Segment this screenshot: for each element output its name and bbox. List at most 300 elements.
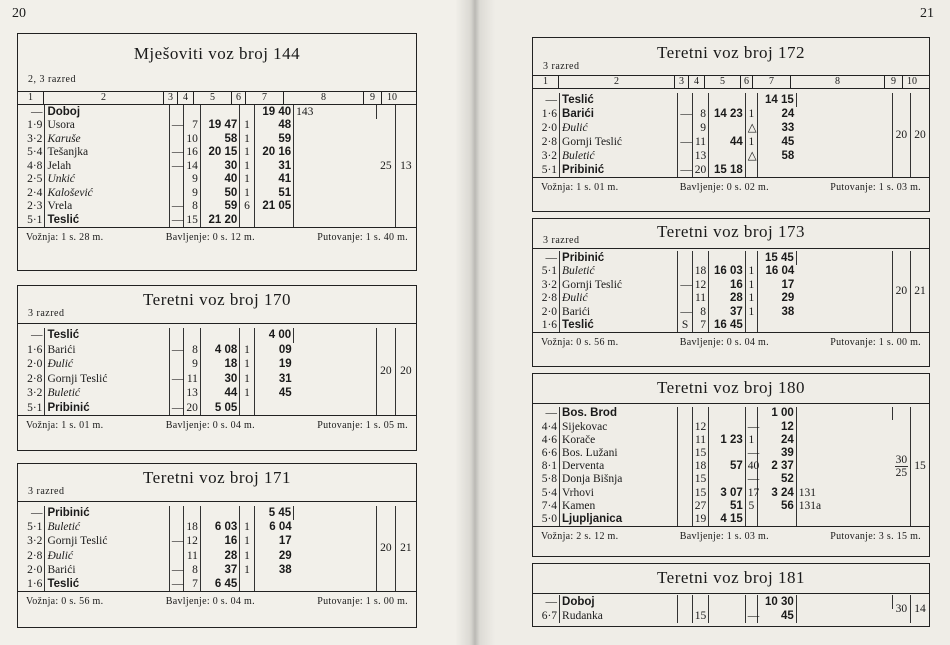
col3-cell <box>169 105 184 119</box>
km-cell: — <box>533 595 560 609</box>
timetable-header <box>533 564 929 594</box>
col10-cell: 20 <box>914 128 926 141</box>
col3-cell: — <box>169 213 184 227</box>
arrival-cell: 16 <box>709 278 746 292</box>
stop-minutes-cell: 1 <box>745 135 757 149</box>
timetable-body <box>533 89 929 177</box>
stop-minutes-cell: 1 <box>240 357 255 372</box>
travel-time: Putovanje: 1 s. 00 m. <box>317 596 408 608</box>
station-name: Kalošević <box>45 186 169 200</box>
stop-minutes-cell: — <box>745 447 757 460</box>
km-cell: — <box>18 328 45 343</box>
remarks-cell <box>796 513 892 526</box>
station-name: Sijekovac <box>560 420 678 433</box>
stopping-time: Bavljenje: 0 s. 04 m. <box>165 596 255 608</box>
timetable-footer <box>18 591 416 611</box>
remarks-cell <box>294 328 377 415</box>
km-cell: 3·2 <box>18 386 45 401</box>
station-name: Teslić <box>45 577 169 591</box>
station-name: Teslić <box>45 213 169 227</box>
station-name: Doboj <box>45 105 169 119</box>
remarks-cell <box>294 159 377 173</box>
remarks-cell <box>294 132 377 146</box>
run-minutes-cell: 11 <box>692 135 708 149</box>
timetable-181 <box>532 563 930 627</box>
run-minutes-cell: 9 <box>184 186 201 200</box>
timetable-footer <box>18 227 416 247</box>
remarks-cell <box>796 251 892 332</box>
column-number-row <box>18 92 416 105</box>
run-minutes-cell: 9 <box>692 121 708 135</box>
departure-cell: 52 <box>758 473 797 486</box>
run-minutes-cell: 11 <box>692 292 708 306</box>
departure-cell: 19 40 <box>254 105 293 119</box>
remarks-cell: 143 <box>294 105 377 119</box>
col9-cell: 20 <box>892 93 910 177</box>
column-number: 1 <box>18 92 44 104</box>
km-cell: 2·8 <box>533 292 560 306</box>
arrival-cell <box>709 420 746 433</box>
arrival-cell <box>200 105 239 119</box>
col3-cell <box>169 186 184 200</box>
departure-cell: 45 <box>278 387 292 400</box>
remarks-cell <box>294 119 377 133</box>
travel-time: Putovanje: 1 s. 05 m. <box>317 420 408 431</box>
station-row <box>533 513 929 526</box>
column-number-row <box>533 76 929 89</box>
class-label: 3 razred <box>28 486 65 497</box>
run-minutes-cell: 18 <box>184 520 201 534</box>
col3-cell <box>678 265 692 279</box>
col9-upper: 30 <box>895 453 908 466</box>
km-cell: 5·1 <box>533 265 560 279</box>
travel-time: Putovanje: 3 s. 15 m. <box>830 530 921 542</box>
departure-cell: 48 <box>254 119 293 133</box>
km-cell: 1·6 <box>18 343 45 358</box>
remarks-cell <box>796 447 892 460</box>
col9-cell: 25 <box>377 105 396 227</box>
departure-cell: 56 <box>758 499 797 512</box>
col3-cell: — <box>678 163 692 177</box>
arrival-cell: 4 15 <box>709 513 746 526</box>
timetable-title: Mješoviti voz broj 144 <box>133 44 301 63</box>
travel-time: Putovanje: 1 s. 00 m. <box>830 337 921 348</box>
timetable-footer <box>18 415 416 435</box>
km-cell: 2·4 <box>18 186 45 200</box>
travel-time: Putovanje: 1 s. 03 m. <box>830 182 921 193</box>
run-minutes-cell: 9 <box>184 173 201 187</box>
run-minutes-cell: 13 <box>184 386 201 401</box>
col3-cell: — <box>169 200 184 214</box>
timetable-header <box>18 286 416 324</box>
col3-cell: — <box>169 343 184 358</box>
timetable-body <box>18 324 416 415</box>
column-number: 6 <box>232 92 246 104</box>
arrival-cell: 28 <box>709 292 746 306</box>
station-name: Donja Bišnja <box>560 473 678 486</box>
km-cell: 5·8 <box>533 473 560 486</box>
km-cell: 2·0 <box>18 357 45 372</box>
departure-cell: 29 <box>781 292 795 305</box>
station-name: Doboj <box>560 595 678 609</box>
remarks-cell <box>796 407 892 420</box>
column-number: 9 <box>364 92 382 104</box>
km-cell: 6·7 <box>533 609 560 623</box>
stop-minutes-cell <box>745 93 757 107</box>
timetable-body <box>18 105 416 227</box>
run-minutes-cell: 7 <box>184 577 201 591</box>
stop-minutes-cell: 5 <box>745 499 757 512</box>
col9-cell: 20 <box>377 328 396 415</box>
stop-minutes-cell: 1 <box>240 386 255 401</box>
stop-minutes-cell <box>745 319 757 333</box>
km-cell: 3·2 <box>533 278 560 292</box>
page-number-right: 21 <box>920 6 934 21</box>
run-minutes-cell: 15 <box>692 486 708 499</box>
station-name: Rudanka <box>560 609 678 623</box>
col3-cell <box>678 447 692 460</box>
stop-minutes-cell: — <box>745 609 757 623</box>
station-name: Derventa <box>560 460 678 473</box>
km-cell: 5·1 <box>18 213 45 227</box>
departure-cell <box>254 401 293 416</box>
departure-cell: 12 <box>758 420 797 433</box>
arrival-cell: 16 45 <box>709 319 746 333</box>
stopping-time: Bavljenje: 0 s. 04 m. <box>679 337 769 348</box>
departure-cell: 58 <box>781 149 795 162</box>
stop-minutes-cell: 40 <box>745 460 757 473</box>
station-name: Teslić <box>45 328 169 343</box>
remarks-cell: 131a <box>798 499 822 512</box>
col3-cell: — <box>169 577 184 591</box>
col3-cell <box>678 609 692 623</box>
col3-cell: — <box>678 305 692 319</box>
station-name: Korače <box>560 433 678 446</box>
col10-cell: 21 <box>914 285 926 298</box>
col3-cell <box>678 420 692 433</box>
departure-cell <box>254 577 293 591</box>
column-number: 10 <box>387 92 397 103</box>
run-minutes-cell: 20 <box>184 401 201 416</box>
timetable-173 <box>532 218 930 367</box>
col9-lower: 25 <box>895 466 908 479</box>
column-number: 4 <box>178 92 194 104</box>
run-minutes-cell: 16 <box>184 146 201 160</box>
run-minutes-cell <box>692 93 708 107</box>
stop-minutes-cell <box>240 328 255 343</box>
timetable-180 <box>532 373 930 557</box>
station-name: Đulić <box>560 121 678 135</box>
km-cell: — <box>533 407 560 420</box>
stop-minutes-cell: 1 <box>745 265 757 279</box>
stop-minutes-cell: 1 <box>240 372 255 387</box>
class-label: 3 razred <box>543 235 580 246</box>
timetable-title: Teretni voz broj 173 <box>656 222 806 241</box>
stop-minutes-cell <box>745 595 757 609</box>
station-name: Teslić <box>560 93 678 107</box>
arrival-cell <box>709 121 746 135</box>
col9-cell: 20 <box>377 506 396 591</box>
arrival-cell <box>200 506 239 520</box>
departure-cell: 14 15 <box>758 93 797 107</box>
stop-minutes-cell: △ <box>745 121 757 135</box>
column-number: 10 <box>907 76 917 87</box>
km-cell: — <box>533 93 560 107</box>
col3-cell: — <box>169 119 184 133</box>
departure-cell: 45 <box>781 135 795 148</box>
stop-minutes-cell: 1 <box>240 173 255 187</box>
run-minutes-cell: 8 <box>184 343 201 358</box>
timetable-header <box>533 219 929 249</box>
km-cell: 5·1 <box>533 163 560 177</box>
km-cell: — <box>18 506 45 520</box>
run-minutes-cell: 12 <box>692 420 708 433</box>
departure-cell: 51 <box>254 186 293 200</box>
col3-cell <box>169 549 184 563</box>
stop-minutes-cell: 1 <box>240 146 255 160</box>
km-cell: 2·8 <box>18 549 45 563</box>
run-minutes-cell <box>692 595 708 609</box>
arrival-cell: 3 07 <box>709 486 746 499</box>
km-cell: 8·1 <box>533 460 560 473</box>
run-minutes-cell <box>692 251 708 265</box>
departure-cell: 38 <box>278 563 292 576</box>
arrival-cell: 19 47 <box>200 119 239 133</box>
station-row <box>18 159 416 173</box>
stopping-time: Bavljenje: 0 s. 02 m. <box>679 182 769 193</box>
column-number: 7 <box>246 92 284 104</box>
running-time: Vožnja: 0 s. 56 m. <box>26 596 104 608</box>
col3-cell <box>169 520 184 534</box>
arrival-cell <box>709 447 746 460</box>
col3-cell: — <box>169 401 184 416</box>
km-cell: 2·0 <box>533 121 560 135</box>
station-name: Karuše <box>45 132 169 146</box>
stop-minutes-cell: △ <box>745 149 757 163</box>
stop-minutes-cell: 1 <box>240 119 255 133</box>
km-cell: 5·1 <box>18 520 45 534</box>
timetable-171 <box>17 463 417 628</box>
run-minutes-cell: 9 <box>184 357 201 372</box>
departure-cell: 31 <box>278 372 292 385</box>
station-name: Barići <box>45 563 169 577</box>
column-number: 6 <box>741 76 753 88</box>
timetable-header <box>533 38 929 76</box>
column-number: 5 <box>194 92 232 104</box>
column-number: 3 <box>164 92 178 104</box>
run-minutes-cell: 18 <box>692 265 708 279</box>
km-cell: — <box>533 251 560 265</box>
stop-minutes-cell: 1 <box>745 107 757 121</box>
stop-minutes-cell: — <box>745 473 757 486</box>
station-row <box>18 119 416 133</box>
book-gutter <box>455 0 495 645</box>
stop-minutes-cell: 6 <box>240 200 255 214</box>
stop-minutes-cell: — <box>745 420 757 433</box>
stop-minutes-cell <box>240 105 255 119</box>
col3-cell <box>678 595 692 609</box>
station-row <box>533 499 929 512</box>
departure-cell: 41 <box>254 173 293 187</box>
timetable-footer <box>533 177 929 197</box>
km-cell: 7·4 <box>533 499 560 512</box>
column-number: 2 <box>44 92 164 104</box>
col3-cell <box>678 460 692 473</box>
station-name: Gornji Teslić <box>45 534 169 548</box>
class-label: 3 razred <box>28 308 65 319</box>
km-cell: 2·0 <box>18 563 45 577</box>
station-row <box>533 93 929 107</box>
arrival-cell: 51 <box>709 499 746 512</box>
col9-cell: 30 <box>892 595 910 623</box>
station-name: Ljupljanica <box>560 513 678 526</box>
stop-minutes-cell <box>240 577 255 591</box>
col9-cell: 20 <box>892 251 910 332</box>
station-row <box>18 146 416 160</box>
travel-time: Putovanje: 1 s. 40 m. <box>317 231 408 243</box>
col3-cell <box>678 121 692 135</box>
stop-minutes-cell: 1 <box>240 343 255 358</box>
departure-cell: 24 <box>781 107 795 120</box>
arrival-cell <box>709 473 746 486</box>
arrival-cell <box>709 595 746 609</box>
remarks-cell <box>796 595 892 609</box>
stop-minutes-cell: 1 <box>745 292 757 306</box>
arrival-cell: 28 <box>200 549 239 563</box>
col3-cell <box>678 149 692 163</box>
km-cell: — <box>18 105 45 119</box>
arrival-cell <box>709 251 746 265</box>
station-name: Barići <box>560 107 678 121</box>
station-row <box>18 506 416 520</box>
stop-minutes-cell: 1 <box>240 520 255 534</box>
timetable-title: Teretni voz broj 181 <box>656 568 806 587</box>
timetable-header <box>18 464 416 502</box>
arrival-cell <box>709 93 746 107</box>
station-row <box>18 132 416 146</box>
arrival-cell <box>200 328 239 343</box>
departure-cell: 5 45 <box>254 506 293 520</box>
km-cell: 5·0 <box>533 513 560 526</box>
remarks-cell <box>294 200 377 214</box>
station-row <box>18 186 416 200</box>
departure-cell: 6 04 <box>269 521 292 534</box>
col3-cell <box>169 357 184 372</box>
km-cell: 3·2 <box>18 534 45 548</box>
timetable-title: Teretni voz broj 172 <box>656 43 806 62</box>
run-minutes-cell: 18 <box>692 460 708 473</box>
station-row <box>533 595 929 609</box>
col3-cell <box>169 328 184 343</box>
station-name: Gornji Teslić <box>560 278 678 292</box>
arrival-cell: 1 23 <box>709 433 746 446</box>
departure-cell: 33 <box>781 121 795 134</box>
column-number: 2 <box>559 76 675 88</box>
departure-cell: 17 <box>278 535 292 548</box>
col3-cell <box>169 506 184 520</box>
run-minutes-cell: 8 <box>184 563 201 577</box>
run-minutes-cell <box>184 506 201 520</box>
arrival-cell: 14 23 <box>709 107 746 121</box>
timetable-title: Teretni voz broj 180 <box>656 378 806 397</box>
km-cell: 5·4 <box>533 486 560 499</box>
col3-cell: — <box>678 135 692 149</box>
timetable-footer <box>533 332 929 352</box>
stop-minutes-cell <box>745 407 757 420</box>
arrival-cell: 44 <box>709 135 746 149</box>
station-row <box>533 486 929 499</box>
km-cell: 2·5 <box>18 173 45 187</box>
run-minutes-cell: 12 <box>692 278 708 292</box>
run-minutes-cell: 27 <box>692 499 708 512</box>
departure-cell: 10 30 <box>758 595 797 609</box>
arrival-cell: 15 18 <box>709 163 746 177</box>
km-cell: 2·0 <box>533 305 560 319</box>
stop-minutes-cell <box>240 213 255 227</box>
col3-cell: — <box>169 146 184 160</box>
column-number: 4 <box>689 76 705 88</box>
station-name: Pribinić <box>560 251 678 265</box>
km-cell: 2·8 <box>533 135 560 149</box>
col3-cell: — <box>678 278 692 292</box>
remarks-cell <box>294 146 377 160</box>
stopping-time: Bavljenje: 1 s. 03 m. <box>679 530 769 542</box>
km-cell: 4·4 <box>533 420 560 433</box>
stop-minutes-cell: 1 <box>240 159 255 173</box>
stop-minutes-cell: 1 <box>240 534 255 548</box>
arrival-cell: 6 45 <box>200 577 239 591</box>
timetable-title: Teretni voz broj 170 <box>142 290 292 309</box>
stopping-time: Bavljenje: 0 s. 04 m. <box>165 420 255 431</box>
station-row <box>533 407 929 420</box>
km-cell: 2·3 <box>18 200 45 214</box>
remarks-cell <box>796 93 892 177</box>
column-number: 8 <box>284 92 364 104</box>
station-name: Pribinić <box>45 401 169 416</box>
arrival-cell: 18 <box>200 357 239 372</box>
col10-cell: 21 <box>400 542 412 555</box>
station-row <box>533 609 929 623</box>
km-cell: 2·8 <box>18 372 45 387</box>
remarks-cell <box>796 460 892 473</box>
station-row <box>533 433 929 446</box>
run-minutes-cell: 15 <box>692 609 708 623</box>
arrival-cell: 50 <box>200 186 239 200</box>
col10-cell: 15 <box>914 460 926 473</box>
col3-cell: — <box>169 159 184 173</box>
remarks-cell <box>294 506 377 591</box>
col3-cell <box>678 251 692 265</box>
departure-cell: 29 <box>278 549 292 562</box>
station-row <box>18 173 416 187</box>
remarks-cell <box>796 473 892 486</box>
col3-cell <box>678 486 692 499</box>
timetable-header <box>533 374 929 404</box>
timetable-172 <box>532 37 930 212</box>
column-number: 1 <box>533 76 559 88</box>
station-row <box>18 200 416 214</box>
stop-minutes-cell <box>240 506 255 520</box>
km-cell: 3·2 <box>533 149 560 163</box>
col3-cell: S <box>678 319 692 333</box>
stop-minutes-cell: 1 <box>240 563 255 577</box>
station-row <box>18 105 416 119</box>
run-minutes-cell <box>184 328 201 343</box>
run-minutes-cell: 20 <box>692 163 708 177</box>
timetable-170 <box>17 285 417 451</box>
arrival-cell: 6 03 <box>200 520 239 534</box>
column-number: 3 <box>675 76 689 88</box>
